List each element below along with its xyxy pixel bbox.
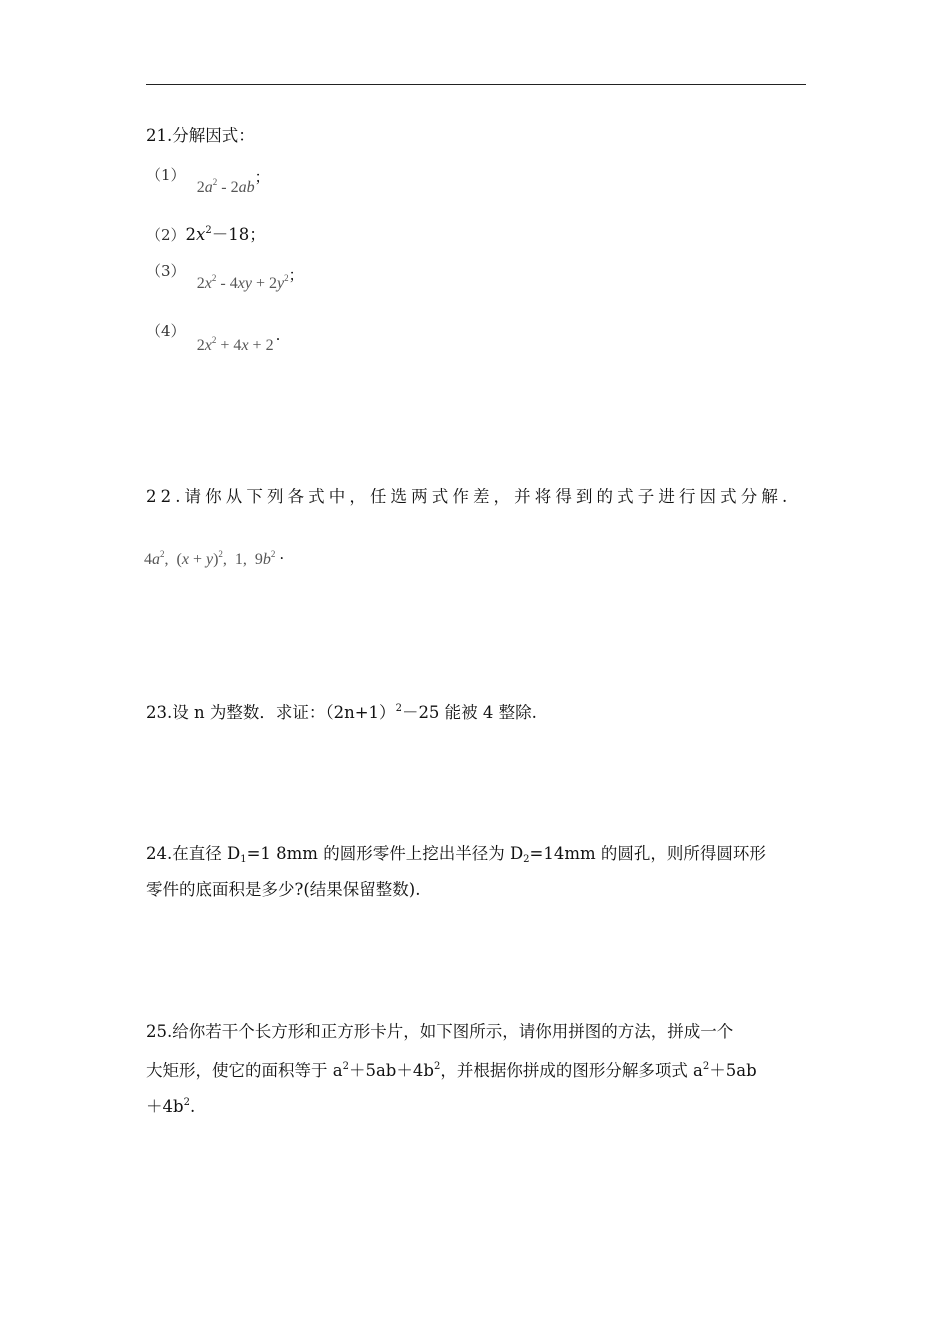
q21-part3: （3） $2x^2 - 4xy + 2y^2$； (146, 262, 304, 292)
q23-text: 23.设 n 为整数．求证：$(2n+1)^2-25$ 能被 4 整除. (146, 703, 537, 722)
q22-expressions: $4a^2$, $(x + y)^2$, 1, $9b^2$ . (144, 545, 285, 568)
q21-part1: （1） $2a^2 - 2ab$； (146, 166, 270, 196)
q22-expr: $4a^2$, $(x + y)^2$, 1, $9b^2$ (144, 549, 276, 568)
q21-part4-expr: $2x^2 + 4x + 2$ (196, 335, 274, 354)
q21-part3-expr: $2x^2 - 4xy + 2y^2$ (196, 273, 289, 292)
q22-text: 22.请你从下列各式中，任选两式作差，并将得到的式子进行因式分解. (146, 487, 792, 506)
q24-line2: 零件的底面积是多少?(结果保留整数). (146, 880, 421, 899)
q21-part4: （4） $2x^2 + 4x + 2$. (146, 322, 281, 354)
q25-line2: 大矩形，使它的面积等于 $a^2+5ab+4b^2$，并根据你拼成的图形分解多项式 $a^2+5ab$ (146, 1061, 757, 1080)
q21-title: 21.分解因式： (146, 126, 255, 145)
q24-line1: 24.在直径 $D_1=1$ 8mm 的圆形零件上挖出半径为 $D_2=14mm$ 的圆孔，则所得圆环形 (146, 844, 766, 865)
q21-part1-expr: $2a^2 - 2ab$ (196, 177, 255, 196)
q25-line3: $+4b^2$. (146, 1097, 196, 1116)
header-rule (146, 84, 806, 85)
q25-line1: 25.给你若干个长方形和正方形卡片，如下图所示，请你用拼图的方法，拼成一个 (146, 1022, 734, 1041)
q21-part2: $(2)2x^2-18$； (146, 225, 266, 244)
